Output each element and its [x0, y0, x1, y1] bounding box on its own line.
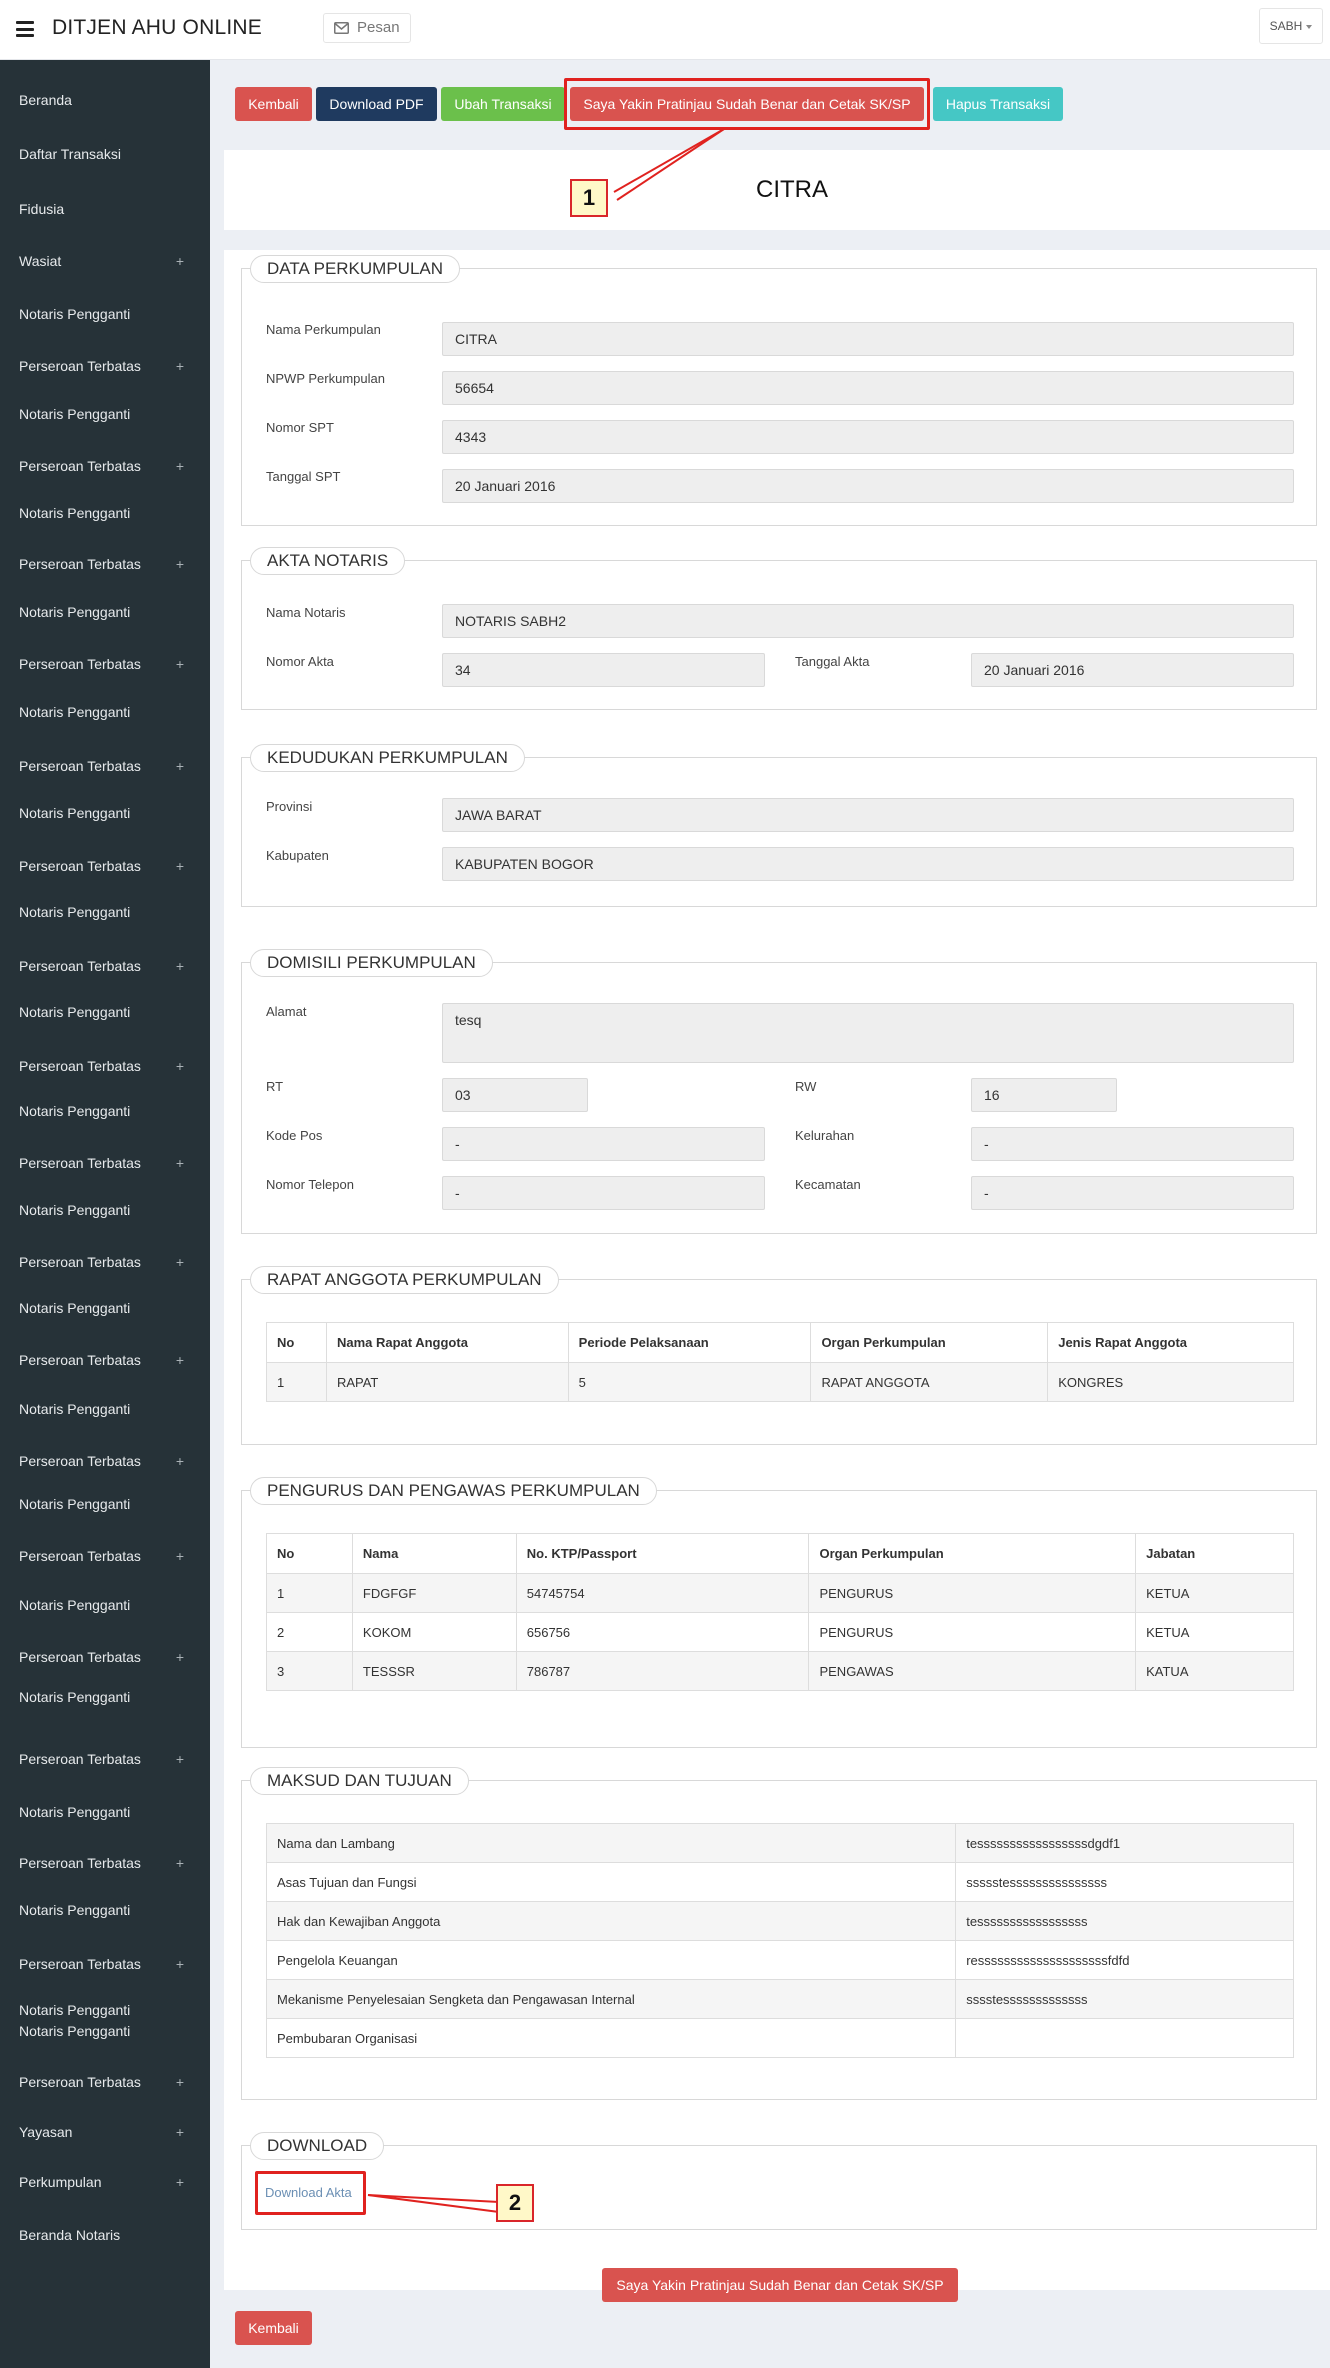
sidebar-item[interactable]	[0, 451, 210, 481]
sidebar-item[interactable]	[0, 697, 210, 727]
table-header-row	[267, 1323, 1294, 1363]
field-label: NPWP Perkumpulan	[266, 371, 385, 386]
section-legend: DOMISILI PERKUMPULAN	[250, 949, 493, 977]
column-header: Jenis Rapat Anggota	[1048, 1323, 1294, 1363]
table-cell: RAPAT ANGGOTA	[811, 1363, 1048, 1402]
sidebar-item-label: Notaris Pengganti	[19, 505, 131, 521]
sidebar-item[interactable]	[0, 1541, 210, 1571]
sidebar-item-label: Notaris Pengganti	[19, 1004, 131, 1020]
sidebar-item-label: Perseroan Terbatas	[19, 1254, 141, 1270]
field-label: Kelurahan	[795, 1128, 855, 1143]
sidebar-item[interactable]	[0, 1590, 210, 1620]
pesan-label: Pesan	[357, 19, 400, 36]
sidebar-item[interactable]	[0, 597, 210, 627]
table-cell: KATUA	[1136, 1652, 1294, 1691]
kembali-button[interactable]: Kembali	[235, 87, 312, 121]
pengurus-section	[241, 1481, 1317, 1748]
sidebar-item-label: Notaris Pengganti	[19, 1597, 131, 1613]
column-header: Periode Pelaksanaan	[568, 1323, 811, 1363]
sidebar-item-label: Wasiat	[19, 253, 62, 269]
expand-plus-icon[interactable]: +	[175, 458, 184, 474]
sidebar-item[interactable]	[0, 649, 210, 679]
nomor-akta-field[interactable]: 34	[442, 653, 765, 687]
table-cell: KETUA	[1136, 1613, 1294, 1652]
sidebar-item[interactable]	[0, 549, 210, 579]
column-header: Nama	[352, 1534, 516, 1574]
table-row	[267, 2019, 1294, 2058]
field-label: Tanggal SPT	[266, 469, 341, 484]
sidebar-item[interactable]	[0, 139, 210, 169]
table-cell	[956, 2019, 1294, 2058]
column-header: Organ Perkumpulan	[811, 1323, 1048, 1363]
rw-field[interactable]: 16	[971, 1078, 1117, 1112]
expand-plus-icon[interactable]: +	[175, 2124, 184, 2140]
sidebar-item-label: Perseroan Terbatas	[19, 1352, 141, 1368]
envelope-icon	[334, 22, 349, 34]
hapus-transaksi-button[interactable]: Hapus Transaksi	[933, 87, 1063, 121]
sidebar-item[interactable]	[0, 246, 210, 276]
table-cell: PENGAWAS	[809, 1652, 1136, 1691]
sidebar-item-label: Perseroan Terbatas	[19, 858, 141, 874]
table-row	[267, 1363, 1294, 1402]
column-header: No. KTP/Passport	[516, 1534, 809, 1574]
expand-plus-icon[interactable]: +	[175, 1058, 184, 1074]
section-legend: PENGURUS DAN PENGAWAS PERKUMPULAN	[250, 1477, 657, 1505]
sidebar-item[interactable]	[0, 951, 210, 981]
user-label: SABH	[1269, 19, 1303, 33]
table-cell: TESSSR	[352, 1652, 516, 1691]
ubah-transaksi-button[interactable]: Ubah Transaksi	[441, 87, 565, 121]
sidebar-item[interactable]	[0, 1247, 210, 1277]
kabupaten-field[interactable]: KABUPATEN BOGOR	[442, 847, 1294, 881]
section-legend: DOWNLOAD	[250, 2132, 384, 2160]
nama-notaris-field[interactable]: NOTARIS SABH2	[442, 604, 1294, 638]
section-legend: KEDUDUKAN PERKUMPULAN	[250, 744, 525, 772]
content-panel	[224, 250, 1330, 2290]
expand-plus-icon[interactable]: +	[175, 1352, 184, 1368]
sidebar-item-label: Notaris Pengganti	[19, 1689, 131, 1705]
maksud-tujuan-section	[241, 1771, 1317, 2100]
table-cell: 1	[267, 1363, 327, 1402]
sidebar-item-label: Notaris Pengganti	[19, 306, 131, 322]
expand-plus-icon[interactable]: +	[175, 1155, 184, 1171]
nomor-telepon-field[interactable]: -	[442, 1176, 765, 1210]
sidebar-item-label: Perseroan Terbatas	[19, 358, 141, 374]
table-cell: Nama dan Lambang	[267, 1824, 956, 1863]
callout-2: 2	[496, 2184, 534, 2222]
sidebar-item[interactable]	[0, 2167, 210, 2197]
table-cell: PENGURUS	[809, 1574, 1136, 1613]
sidebar-item-label: Notaris Pengganti	[19, 1804, 131, 1820]
expand-plus-icon[interactable]: +	[175, 2074, 184, 2090]
kedudukan-section	[241, 748, 1317, 907]
expand-plus-icon[interactable]: +	[175, 1548, 184, 1564]
top-navbar	[0, 0, 1330, 60]
field-label: RT	[266, 1079, 284, 1094]
sidebar-item[interactable]	[0, 85, 210, 115]
user-menu-dropdown[interactable]	[1259, 8, 1323, 44]
sidebar-item[interactable]	[0, 1744, 210, 1774]
hamburger-menu-icon[interactable]	[16, 21, 34, 37]
expand-plus-icon[interactable]: +	[175, 1855, 184, 1871]
npwp-field[interactable]: 56654	[442, 371, 1294, 405]
expand-plus-icon[interactable]: +	[175, 1956, 184, 1972]
app-brand[interactable]: DITJEN AHU ONLINE	[52, 16, 262, 39]
tanggal-akta-field[interactable]: 20 Januari 2016	[971, 653, 1294, 687]
expand-plus-icon[interactable]: +	[175, 253, 184, 269]
expand-plus-icon[interactable]: +	[175, 556, 184, 572]
sidebar-item-label: Perseroan Terbatas	[19, 1453, 141, 1469]
field-label: Alamat	[266, 1004, 307, 1019]
table-header-row	[267, 1534, 1294, 1574]
sidebar-item[interactable]	[0, 2220, 210, 2250]
sidebar-item-label: Perseroan Terbatas	[19, 1956, 141, 1972]
tanggal-spt-field[interactable]: 20 Januari 2016	[442, 469, 1294, 503]
provinsi-field[interactable]: JAWA BARAT	[442, 798, 1294, 832]
nomor-spt-field[interactable]: 4343	[442, 420, 1294, 454]
kembali-bottom-button[interactable]: Kembali	[235, 2311, 312, 2345]
download-section	[241, 2136, 1317, 2230]
sidebar-item-label: Notaris Pengganti	[19, 1103, 131, 1119]
sidebar-item-label: Notaris Pengganti	[19, 406, 131, 422]
page-title: CITRA	[224, 150, 1330, 230]
expand-plus-icon[interactable]: +	[175, 1751, 184, 1767]
table-cell: 54745754	[516, 1574, 809, 1613]
field-label: Nomor Telepon	[266, 1177, 354, 1192]
callout-1: 1	[570, 179, 608, 217]
sidebar-item[interactable]	[0, 1345, 210, 1375]
expand-plus-icon[interactable]: +	[175, 1254, 184, 1270]
table-cell: ssssstesssssssssssssss	[956, 1863, 1294, 1902]
sidebar-item[interactable]	[0, 751, 210, 781]
field-label: Nama Perkumpulan	[266, 322, 381, 337]
column-header: No	[267, 1323, 327, 1363]
rapat-anggota-section	[241, 1270, 1317, 1445]
sidebar-item-label: Perseroan Terbatas	[19, 758, 141, 774]
sidebar-item[interactable]	[0, 1682, 210, 1712]
sidebar-item[interactable]	[0, 1195, 210, 1225]
sidebar-item[interactable]	[0, 1848, 210, 1878]
sidebar-item-label: Notaris Pengganti	[19, 1300, 131, 1316]
table-row	[267, 1824, 1294, 1863]
field-label: Provinsi	[266, 799, 313, 814]
rt-field[interactable]: 03	[442, 1078, 588, 1112]
nama-perkumpulan-field[interactable]: CITRA	[442, 322, 1294, 356]
field-label: RW	[795, 1079, 817, 1094]
sidebar-item-label: Beranda	[19, 92, 72, 108]
table-cell: RAPAT	[326, 1363, 568, 1402]
section-legend: AKTA NOTARIS	[250, 547, 405, 575]
caret-down-icon	[1306, 25, 1312, 29]
sidebar-item-label: Notaris Pengganti	[19, 704, 131, 720]
column-header: Organ Perkumpulan	[809, 1534, 1136, 1574]
download-akta-link[interactable]: Download Akta	[265, 2185, 352, 2200]
table-cell: 786787	[516, 1652, 809, 1691]
sidebar-item[interactable]	[0, 1642, 210, 1672]
table-row	[267, 1941, 1294, 1980]
sidebar-item-label: Notaris Pengganti	[19, 805, 131, 821]
sidebar-item-label: Daftar Transaksi	[19, 146, 121, 162]
table-cell: 656756	[516, 1613, 809, 1652]
alamat-field[interactable]: tesq	[442, 1003, 1294, 1063]
data-perkumpulan-section	[241, 259, 1317, 526]
column-header: Jabatan	[1136, 1534, 1294, 1574]
table-row	[267, 1652, 1294, 1691]
table-row	[267, 1574, 1294, 1613]
sidebar-item[interactable]	[0, 1148, 210, 1178]
sidebar-item-label: Notaris Pengganti	[19, 2023, 131, 2039]
table-row	[267, 1980, 1294, 2019]
sidebar-item-label: Perseroan Terbatas	[19, 1058, 141, 1074]
sidebar-item-label: Notaris Pengganti	[19, 1902, 131, 1918]
expand-plus-icon[interactable]: +	[175, 358, 184, 374]
table-row	[267, 1902, 1294, 1941]
sidebar-item-label: Perseroan Terbatas	[19, 1649, 141, 1665]
kelurahan-field[interactable]: -	[971, 1127, 1294, 1161]
sidebar-item-label: Perseroan Terbatas	[19, 1855, 141, 1871]
field-label: Kabupaten	[266, 848, 329, 863]
sidebar-item[interactable]	[0, 1446, 210, 1476]
field-label: Nomor SPT	[266, 420, 334, 435]
sidebar-item[interactable]	[0, 299, 210, 329]
sidebar-item-label: Notaris Pengganti	[19, 2002, 131, 2018]
section-legend: DATA PERKUMPULAN	[250, 255, 460, 283]
field-label: Kecamatan	[795, 1177, 861, 1192]
sidebar-item-label: Fidusia	[19, 201, 65, 217]
table-cell: 5	[568, 1363, 811, 1402]
table-cell: ressssssssssssssssssssfdfd	[956, 1941, 1294, 1980]
sidebar-item[interactable]	[0, 851, 210, 881]
cetak-sk-sp-bottom-button[interactable]: Saya Yakin Pratinjau Sudah Benar dan Cetak SK/SP	[602, 2268, 958, 2302]
sidebar	[0, 60, 210, 2368]
kecamatan-field[interactable]: -	[971, 1176, 1294, 1210]
sidebar-item[interactable]	[0, 1949, 210, 1979]
sidebar-item[interactable]	[0, 1895, 210, 1925]
table-cell: Pembubaran Organisasi	[267, 2019, 956, 2058]
sidebar-item-label: Beranda Notaris	[19, 2227, 121, 2243]
field-label: Tanggal Akta	[795, 654, 870, 669]
sidebar-item-label: Perkumpulan	[19, 2174, 102, 2190]
pesan-button[interactable]	[323, 13, 411, 43]
sidebar-item-label: Perseroan Terbatas	[19, 1548, 141, 1564]
sidebar-item[interactable]	[0, 498, 210, 528]
section-legend: MAKSUD DAN TUJUAN	[250, 1767, 469, 1795]
download-pdf-button[interactable]: Download PDF	[316, 87, 437, 121]
expand-plus-icon[interactable]: +	[175, 656, 184, 672]
kode-pos-field[interactable]: -	[442, 1127, 765, 1161]
sidebar-item[interactable]	[0, 194, 210, 224]
table-cell: PENGURUS	[809, 1613, 1136, 1652]
sidebar-item-label: Notaris Pengganti	[19, 1202, 131, 1218]
field-label: Kode Pos	[266, 1128, 323, 1143]
table-cell: 3	[267, 1652, 353, 1691]
table-cell: KONGRES	[1048, 1363, 1294, 1402]
table-cell: Hak dan Kewajiban Anggota	[267, 1902, 956, 1941]
column-header: Nama Rapat Anggota	[326, 1323, 568, 1363]
expand-plus-icon[interactable]: +	[175, 1453, 184, 1469]
expand-plus-icon[interactable]: +	[175, 2174, 184, 2190]
sidebar-item[interactable]	[0, 798, 210, 828]
sidebar-item-label: Notaris Pengganti	[19, 1401, 131, 1417]
table-cell: tesssssssssssssssss	[956, 1902, 1294, 1941]
table-cell: KETUA	[1136, 1574, 1294, 1613]
table-cell: Mekanisme Penyelesaian Sengketa dan Pengawasan Internal	[267, 1980, 956, 2019]
table-row	[267, 1613, 1294, 1652]
sidebar-item-label: Yayasan	[19, 2124, 73, 2140]
sidebar-item[interactable]	[0, 1489, 210, 1519]
expand-plus-icon[interactable]: +	[175, 758, 184, 774]
sidebar-item-label: Perseroan Terbatas	[19, 556, 141, 572]
pengurus-table	[266, 1533, 1294, 1691]
sidebar-item[interactable]	[0, 997, 210, 1027]
field-label: Nama Notaris	[266, 605, 346, 620]
sidebar-item[interactable]	[0, 1797, 210, 1827]
sidebar-item-label: Perseroan Terbatas	[19, 1155, 141, 1171]
sidebar-item[interactable]	[0, 2016, 210, 2046]
table-cell: KOKOM	[352, 1613, 516, 1652]
sidebar-item[interactable]	[0, 351, 210, 381]
sidebar-item[interactable]	[0, 1096, 210, 1126]
sidebar-item[interactable]	[0, 2067, 210, 2097]
table-cell: FDGFGF	[352, 1574, 516, 1613]
sidebar-item-label: Perseroan Terbatas	[19, 1751, 141, 1767]
expand-plus-icon[interactable]: +	[175, 1649, 184, 1665]
sidebar-item[interactable]	[0, 399, 210, 429]
sidebar-item[interactable]	[0, 1051, 210, 1081]
sidebar-item-label: Notaris Pengganti	[19, 1496, 131, 1512]
column-header: No	[267, 1534, 353, 1574]
sidebar-item[interactable]	[0, 1293, 210, 1323]
domisili-section	[241, 953, 1317, 1234]
sidebar-item[interactable]	[0, 897, 210, 927]
field-label: Nomor Akta	[266, 654, 334, 669]
sidebar-item-label: Perseroan Terbatas	[19, 458, 141, 474]
table-row	[267, 1863, 1294, 1902]
table-cell: Asas Tujuan dan Fungsi	[267, 1863, 956, 1902]
rapat-table	[266, 1322, 1294, 1402]
maksud-table	[266, 1823, 1294, 2058]
table-cell: 1	[267, 1574, 353, 1613]
sidebar-item[interactable]	[0, 1394, 210, 1424]
sidebar-item-label: Perseroan Terbatas	[19, 656, 141, 672]
cetak-sk-sp-button[interactable]: Saya Yakin Pratinjau Sudah Benar dan Cetak SK/SP	[570, 87, 924, 121]
akta-notaris-section	[241, 551, 1317, 710]
sidebar-item[interactable]	[0, 2117, 210, 2147]
sidebar-item-label: Perseroan Terbatas	[19, 958, 141, 974]
table-cell: tesssssssssssssssssdgdf1	[956, 1824, 1294, 1863]
table-cell: sssstesssssssssssss	[956, 1980, 1294, 2019]
expand-plus-icon[interactable]: +	[175, 958, 184, 974]
table-cell: Pengelola Keuangan	[267, 1941, 956, 1980]
sidebar-item-label: Perseroan Terbatas	[19, 2074, 141, 2090]
sidebar-item-label: Notaris Pengganti	[19, 604, 131, 620]
sidebar-item-label: Notaris Pengganti	[19, 904, 131, 920]
expand-plus-icon[interactable]: +	[175, 858, 184, 874]
section-legend: RAPAT ANGGOTA PERKUMPULAN	[250, 1266, 559, 1294]
table-cell: 2	[267, 1613, 353, 1652]
